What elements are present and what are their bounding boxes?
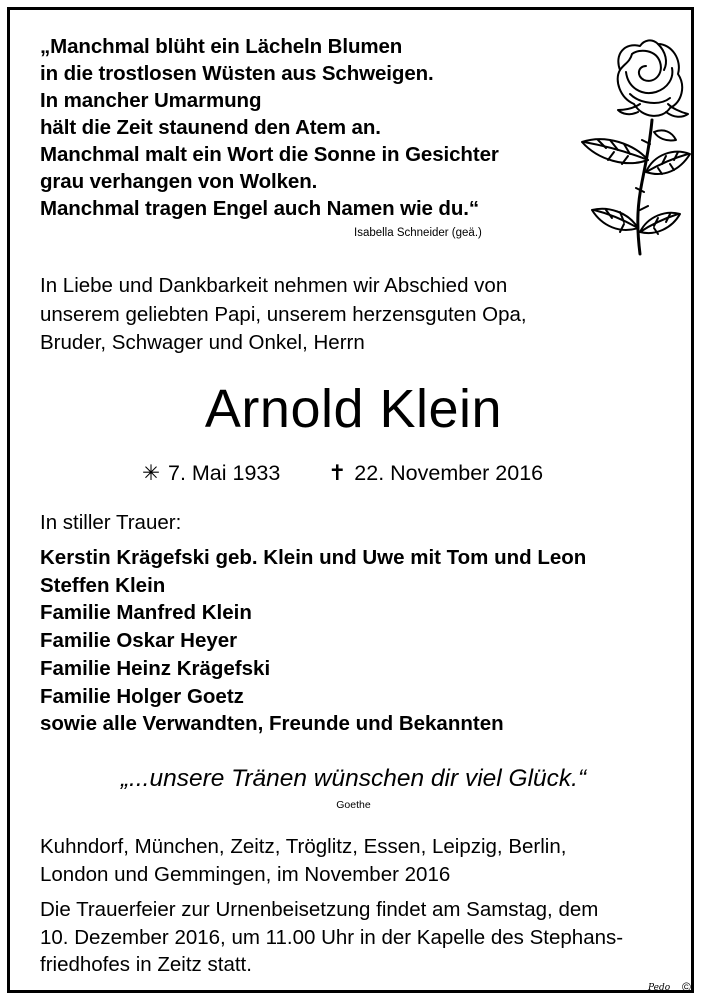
birth-star-icon: ✳ [141, 461, 160, 485]
poem-line: in die trostlosen Wüsten aus Schweigen. [40, 62, 434, 85]
poem-line: Manchmal tragen Engel auch Namen wie du.“ [40, 197, 480, 220]
poem [40, 33, 580, 222]
poem-line: Manchmal malt ein Wort die Sonne in Gesichter [40, 143, 499, 166]
mourner-item: sowie alle Verwandten, Freunde und Bekannten [40, 712, 504, 736]
poem-line: hält die Zeit staunend den Atem an. [40, 116, 381, 139]
places-and-date [40, 833, 566, 888]
mourner-item: Familie Heinz Krägefski [40, 656, 271, 680]
ceremony-line: friedhofes in Zeitz statt. [40, 953, 252, 976]
rose-icon [570, 32, 700, 257]
poem-author: Isabella Schneider (geä.) [354, 227, 482, 239]
birth-date: 7. Mai 1933 [167, 461, 281, 485]
death-cross-icon: ✝ [328, 461, 347, 485]
mourning-intro: In stiller Trauer: [40, 511, 182, 534]
poem-line: In mancher Umarmung [40, 89, 262, 112]
death-date: 22. November 2016 [354, 461, 544, 485]
mourner-item: Familie Manfred Klein [40, 601, 252, 625]
closing-quote: „...unsere Tränen wünschen dir viel Glück.“ [120, 765, 587, 792]
quote-author: Goethe [336, 799, 371, 811]
mourners-list [40, 544, 586, 738]
places-line: London und Gemmingen, im November 2016 [40, 862, 451, 886]
designer-signature: Pedo [648, 983, 671, 993]
mourner-item: Familie Oskar Heyer [40, 629, 238, 653]
farewell-line: Bruder, Schwager und Onkel, Herrn [40, 331, 365, 354]
farewell-line: In Liebe und Dankbarkeit nehmen wir Abschied von [40, 274, 508, 297]
mourner-item: Steffen Klein [40, 573, 166, 597]
copyright-mark: © [682, 980, 691, 994]
ceremony-line: Die Trauerfeier zur Urnenbeisetzung findet am Samstag, dem [40, 898, 599, 921]
ceremony-info [40, 896, 623, 979]
places-line: Kuhndorf, München, Zeitz, Tröglitz, Essen, Leipzig, Berlin, [40, 835, 567, 858]
obituary-notice [7, 7, 694, 993]
farewell-text [40, 272, 640, 358]
mourner-item: Familie Holger Goetz [40, 684, 244, 708]
poem-line: „Manchmal blüht ein Lächeln Blumen [40, 35, 403, 58]
life-dates [140, 458, 543, 488]
poem-line: grau verhangen von Wolken. [40, 170, 318, 193]
deceased-name: Arnold Klein [204, 379, 503, 439]
ceremony-line: 10. Dezember 2016, um 11.00 Uhr in der Kapelle des Stephans- [40, 925, 624, 949]
farewell-line: unserem geliebten Papi, unserem herzensguten Opa, [40, 302, 527, 326]
mourner-item: Kerstin Krägefski geb. Klein und Uwe mit Tom und Leon [40, 546, 587, 569]
